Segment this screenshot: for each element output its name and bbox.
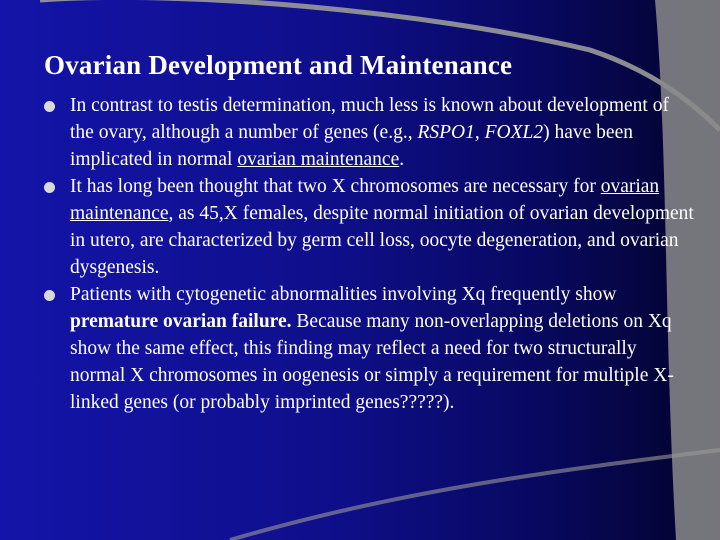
bullet-item-2 xyxy=(44,173,694,281)
bullet-list xyxy=(44,92,694,416)
bullet-2-underlined-term: ovarian maintenance xyxy=(70,176,660,224)
bullet-2-text-b: , as 45,X females, despite normal initiation of ovarian development in utero, are characterized by germ cell loss, oocyte degeneration, and ovarian dysgenesis. xyxy=(70,203,694,278)
bullet-1-text-c: . xyxy=(399,149,405,170)
bullet-2-text-a: It has long been thought that two X chromosomes are necessary for xyxy=(70,176,601,197)
bullet-dot-icon xyxy=(44,101,55,112)
bullet-dot-icon xyxy=(44,290,55,301)
bullet-dot-icon xyxy=(44,182,55,193)
bullet-3-text-b: Because many non-overlapping deletions on Xq show the same effect, this finding may reflect a need for two structurally normal X chromosomes in oogenesis or simply a requirement for multiple X-linked genes (or probably imprinted genes?????). xyxy=(70,311,674,413)
bullet-3-bold-term: premature ovarian failure. xyxy=(70,311,292,332)
bullet-item-1 xyxy=(44,92,694,173)
bullet-1-gene-names: RSPO1, FOXL2 xyxy=(417,122,544,143)
slide-title: Ovarian Development and Maintenance xyxy=(44,50,513,80)
bullet-1-text-b: ) have been implicated in normal xyxy=(70,122,633,170)
bullet-3-text-a: Patients with cytogenetic abnormalities involving Xq frequently show xyxy=(70,284,617,305)
decor-bottom-arc xyxy=(230,450,720,540)
bullet-item-3 xyxy=(44,281,694,416)
bullet-1-underlined-term: ovarian maintenance xyxy=(237,149,400,170)
bullet-1-text-a: In contrast to testis determination, much less is known about development of the ovary, although a number of genes (e.g., xyxy=(70,95,669,143)
